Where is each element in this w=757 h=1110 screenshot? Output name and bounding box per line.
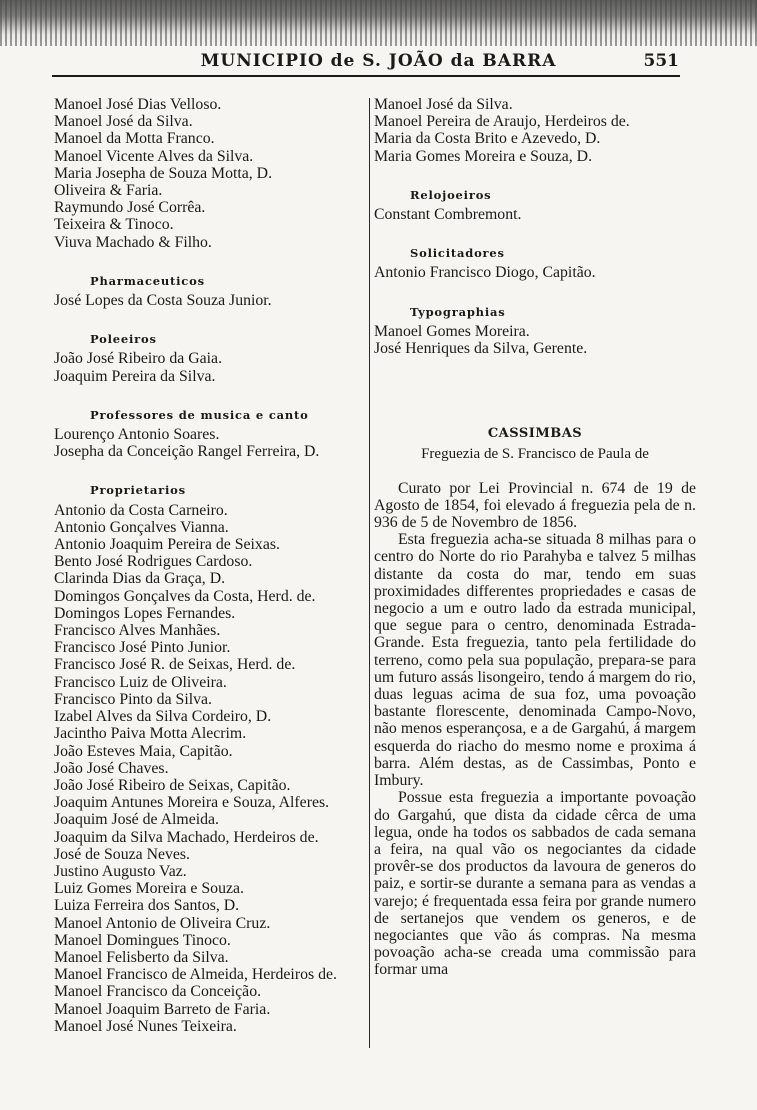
article-subtitle: Freguezia de S. Francisco de Paula de: [421, 446, 649, 463]
list-item: Oliveira & Faria.: [54, 182, 163, 200]
list-item: Manoel José Nunes Teixeira.: [54, 1017, 237, 1035]
list-item: Luiza Ferreira dos Santos, D.: [54, 897, 240, 915]
list-item: Antonio Francisco Diogo, Capitão.: [374, 264, 596, 282]
list-item: Francisco Luiz de Oliveira.: [54, 673, 227, 691]
list-item: João José Ribeiro da Gaia.: [54, 350, 223, 368]
list-item: Manoel Francisco de Almeida, Herdeiros de.: [54, 966, 337, 984]
list-item: Luiz Gomes Moreira e Souza.: [54, 880, 244, 898]
list-item: Antonio Joaquim Pereira de Seixas.: [54, 536, 280, 554]
list-item: Josepha da Conceição Rangel Ferreira, D.: [54, 443, 320, 461]
article-paragraph: Esta freguezia acha-se situada 8 milhas para o centro do Norte do rio Parahyba e talvez 5 milhas distante da costa do mar, tendo em suas proximidades differentes propriedades e casas de negocio a um e outro lado da estrada municipal, que segue para o centro, denominada Estrada-Grande. Esta freguezia, tanto pela fertilidade do terreno, como pela sua população, prepara-se para um futuro assás lisongeiro, tendo á margem do rio, duas leguas acima de sua foz, uma povoação bastante florescente, denominada Campo-Novo, não menos esperançosa, e a de Gargahú, á margem esquerda do riacho do mesmo nome e proxima á barra. Além destas, as de Cassimbas, Ponto e Imbury.: [374, 531, 696, 790]
section-heading-pharmaceuticos: Pharmaceuticos: [90, 273, 205, 288]
list-item: Antonio Gonçalves Vianna.: [54, 518, 229, 536]
article-paragraph: Possue esta freguezia a importante povoação do Gargahú, que dista da cidade cêrca de uma legua, onde ha todos os sabbados de cada semana a feira, na qual vão os negociantes da cidade provêr-se dos productos da lavoura de generos do paiz, e sortir-se durante a semana para as vendas a varejo; é frequentada essa feira por grande numero de sertanejos que vendem os generos, e de negociantes que vão ás compras. Na mesma povoação acha-se creada uma commissão para formar uma: [374, 789, 696, 979]
section-heading-solicitadores: Solicitadores: [410, 246, 505, 261]
list-item: Raymundo José Corrêa.: [54, 199, 206, 217]
left-column: [54, 96, 370, 1035]
section-heading-professores: Professores de musica e canto: [90, 407, 309, 422]
section-heading-typographias: Typographias: [410, 304, 506, 319]
list-item: Justino Augusto Vaz.: [54, 862, 187, 880]
right-list-continuation: [374, 96, 696, 165]
list-item: João Esteves Maia, Capitão.: [54, 742, 233, 760]
list-item: Manoel José da Silva.: [374, 96, 513, 113]
list-item: Maria da Costa Brito e Azevedo, D.: [374, 130, 601, 148]
section-heading-relojoeiros: Relojoeiros: [410, 187, 492, 202]
right-column: [374, 96, 696, 979]
list-item: João José Ribeiro de Seixas, Capitão.: [54, 776, 291, 794]
list-item: João José Chaves.: [54, 759, 169, 777]
page-number: 551: [643, 51, 679, 71]
scan-noise-band: [0, 0, 757, 46]
article-title: CASSIMBAS: [487, 426, 583, 442]
left-list-continuation: [54, 96, 370, 251]
list-item: Manoel José da Silva.: [54, 113, 193, 131]
list-item: Manoel Domingues Tinoco.: [54, 931, 231, 949]
list-item: Joaquim José de Almeida.: [54, 811, 219, 829]
list-item: Manoel da Motta Franco.: [54, 130, 215, 148]
list-item: Francisco Pinto da Silva.: [54, 690, 212, 708]
list-item: Manoel Gomes Moreira.: [374, 322, 530, 340]
header-rule: [52, 75, 680, 77]
list-item: Francisco José Pinto Junior.: [54, 639, 231, 657]
list-item: Viuva Machado & Filho.: [54, 233, 212, 251]
list-item: José de Souza Neves.: [54, 845, 190, 863]
list-item: Joaquim da Silva Machado, Herdeiros de.: [54, 828, 319, 846]
list-item: Domingos Lopes Fernandes.: [54, 604, 236, 622]
list-item: Jacintho Paiva Motta Alecrim.: [54, 725, 247, 743]
list-item: Joaquim Pereira da Silva.: [54, 367, 216, 385]
page-header-title: MUNICIPIO de S. JOÃO da BARRA: [200, 51, 557, 71]
list-item: Izabel Alves da Silva Cordeiro, D.: [54, 708, 272, 726]
article-body: [374, 480, 696, 979]
list-item: Bento José Rodrigues Cardoso.: [54, 553, 253, 571]
section-heading-proprietarios: Proprietarios: [90, 483, 186, 498]
list-item: Lourenço Antonio Soares.: [54, 426, 220, 444]
list-item: Manoel Antonio de Oliveira Cruz.: [54, 914, 271, 932]
list-item: Francisco José R. de Seixas, Herd. de.: [54, 656, 296, 674]
list-item: Manoel Joaquim Barreto de Faria.: [54, 1000, 271, 1018]
list-item: Manoel José Dias Velloso.: [54, 96, 222, 113]
list-item: Manoel Francisco da Conceição.: [54, 983, 262, 1001]
list-item: Manoel Felisberto da Silva.: [54, 948, 229, 966]
list-item: José Henriques da Silva, Gerente.: [374, 340, 588, 358]
list-item: Clarinda Dias da Graça, D.: [54, 570, 226, 588]
list-item: José Lopes da Costa Souza Junior.: [54, 292, 272, 310]
list-item: Maria Gomes Moreira e Souza, D.: [374, 147, 593, 165]
list-item: Maria Josepha de Souza Motta, D.: [54, 164, 273, 182]
list-item: Manoel Pereira de Araujo, Herdeiros de.: [374, 113, 630, 131]
article-paragraph: Curato por Lei Provincial n. 674 de 19 de Agosto de 1854, foi elevado á freguezia pela de n. 936 de 5 de Novembro de 1856.: [374, 479, 696, 532]
list-item: Manoel Vicente Alves da Silva.: [54, 147, 254, 165]
list-item: Antonio da Costa Carneiro.: [54, 501, 228, 519]
list-item: Teixeira & Tinoco.: [54, 216, 174, 234]
list-item: Domingos Gonçalves da Costa, Herd. de.: [54, 587, 316, 605]
list-item: Constant Combremont.: [374, 206, 522, 224]
list-item: Francisco Alves Manhães.: [54, 622, 221, 640]
list-item: Joaquim Antunes Moreira e Souza, Alferes.: [54, 794, 330, 812]
section-heading-poleeiros: Poleeiros: [90, 332, 157, 347]
